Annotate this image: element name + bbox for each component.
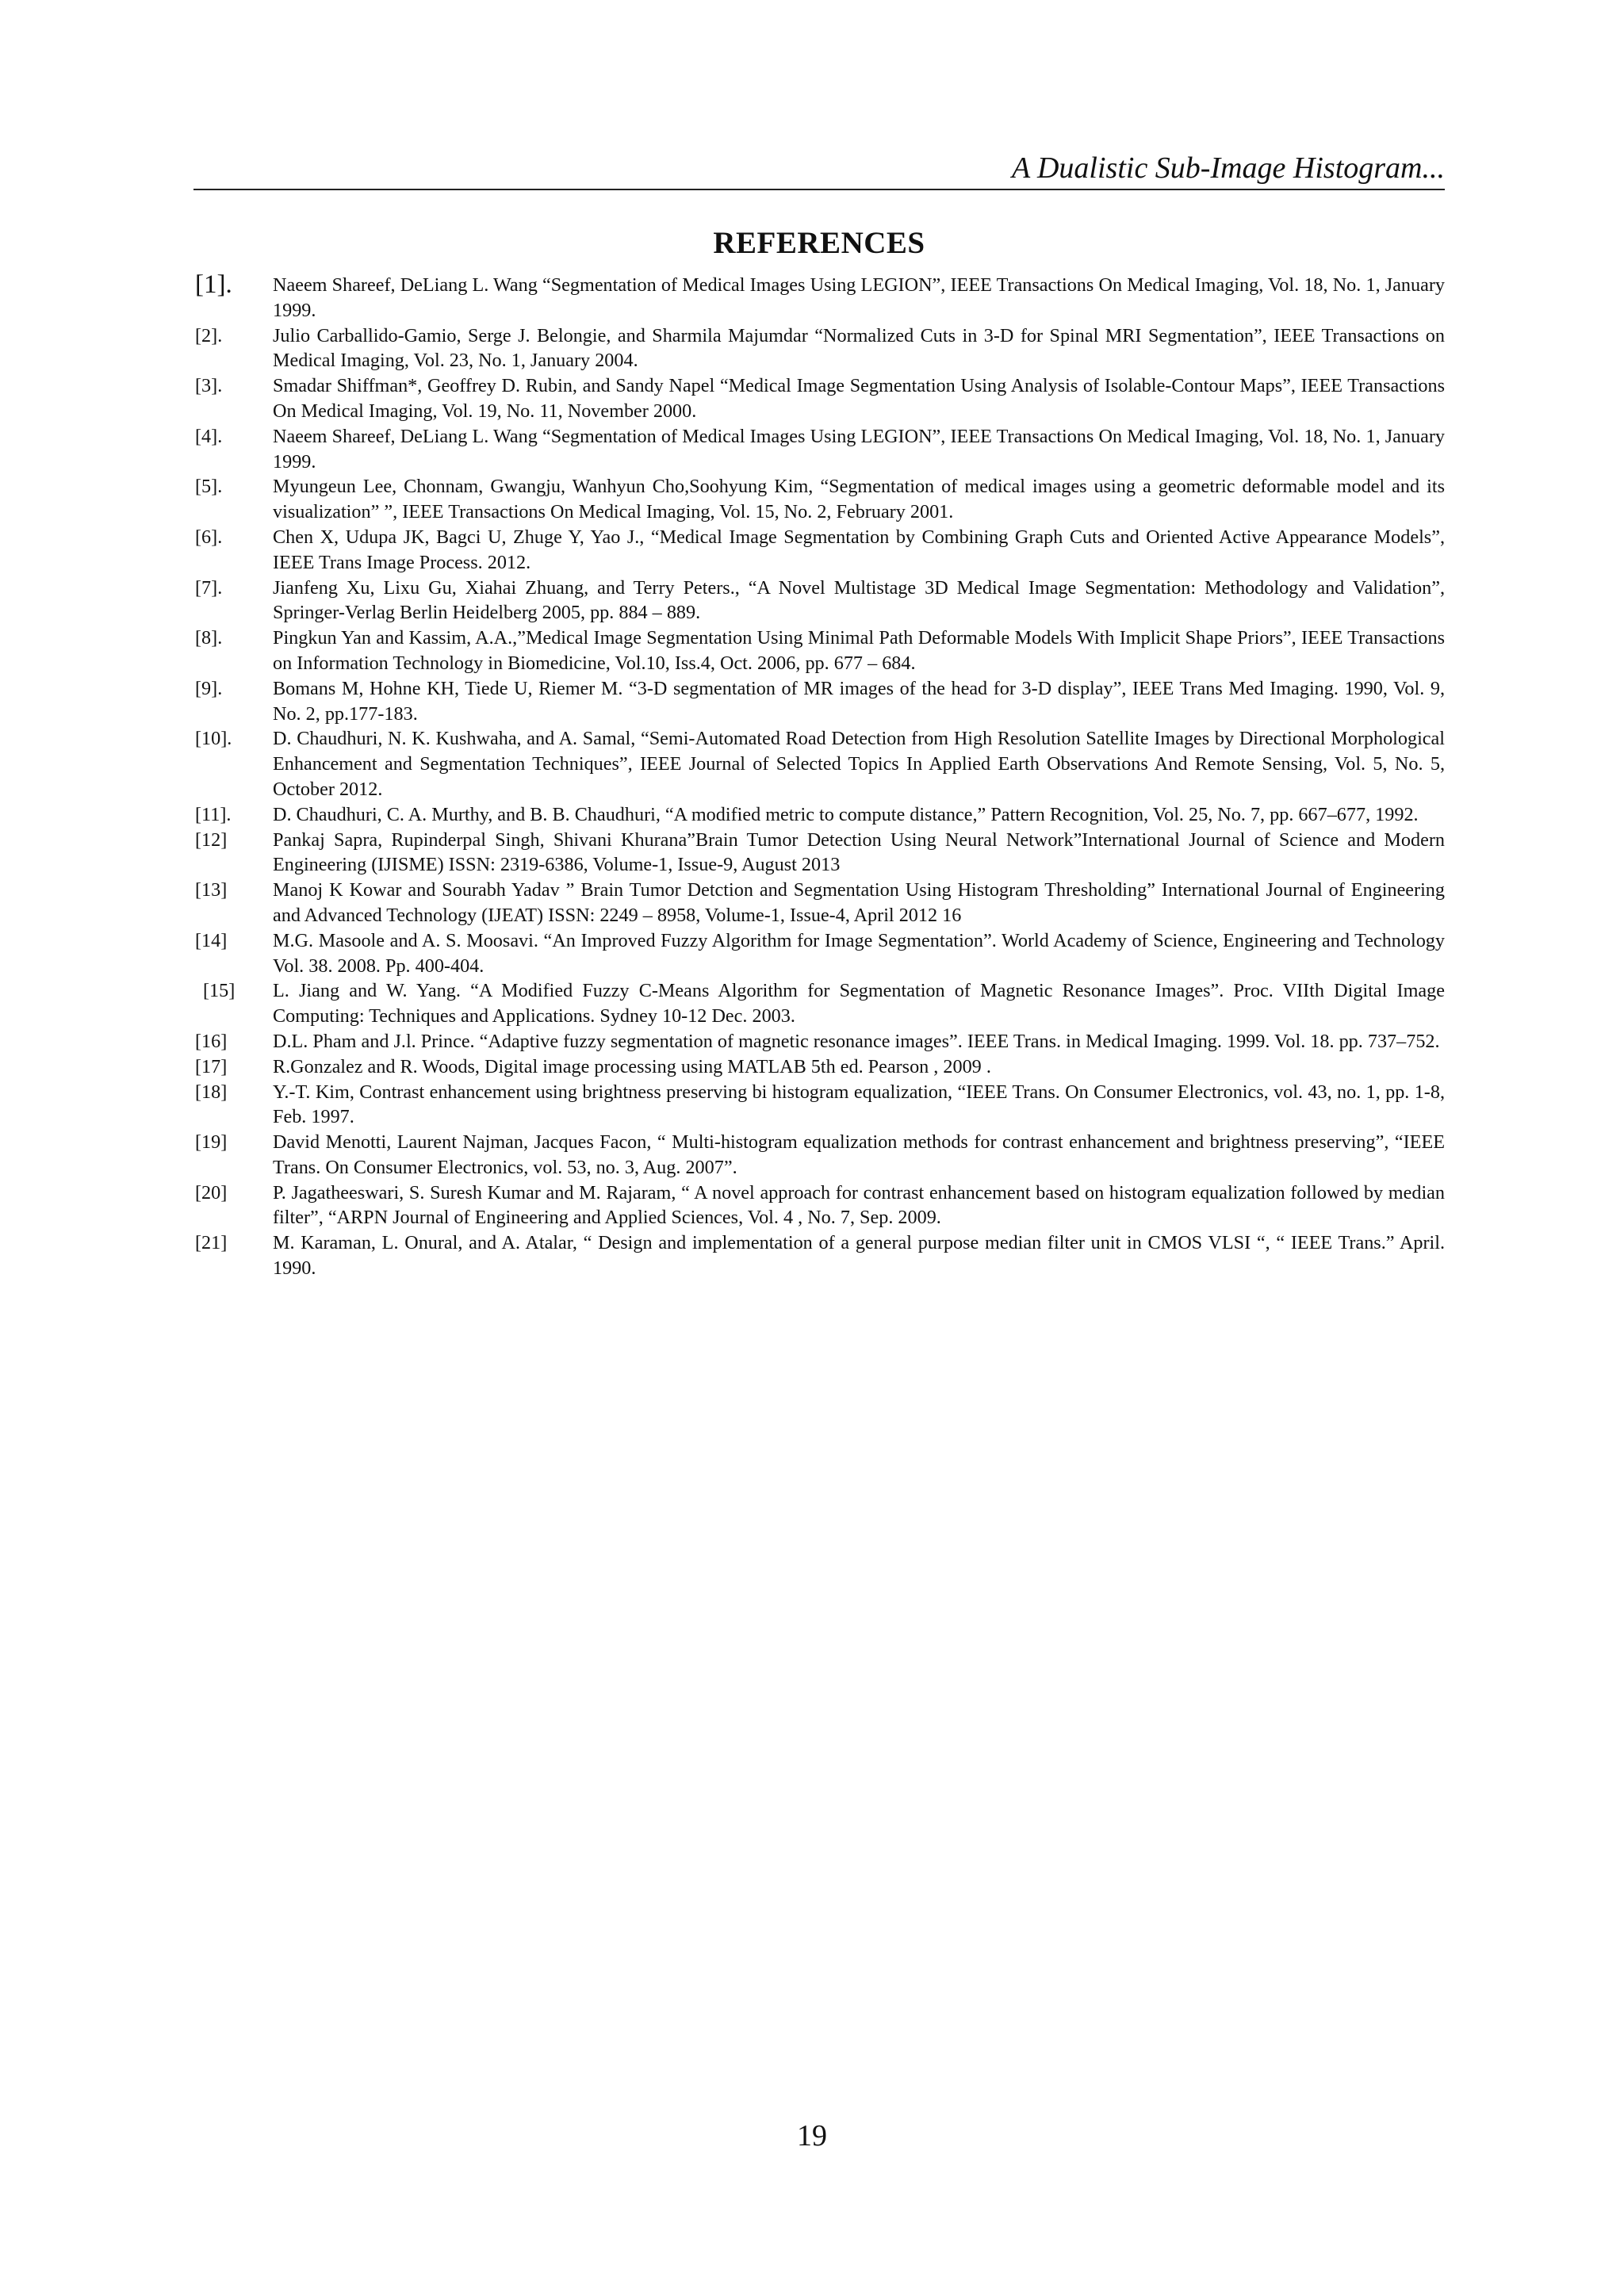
reference-number: [21]: [195, 1232, 228, 1254]
reference-text: Pankaj Sapra, Rupinderpal Singh, Shivani Khurana”Brain Tumor Detection Using Neural Network”International Journal of Science and Modern Engineering (IJISME) ISSN: 2319-6386, Volume-1, Issue-9, August 2013: [273, 828, 1445, 876]
reference-item: [195, 270, 1445, 323]
reference-item: [195, 676, 1445, 727]
reference-text: Y.-T. Kim, Contrast enhancement using brightness preserving bi histogram equalization, “IEEE Trans. On Consumer Electronics, vol. 43, no. 1, pp. 1-8, Feb. 1997.: [273, 1081, 1445, 1128]
reference-number: [14]: [195, 929, 228, 951]
reference-number: [20]: [195, 1181, 228, 1203]
reference-number: [15]: [203, 980, 236, 1002]
reference-number: [6].: [195, 526, 223, 548]
reference-item: [195, 802, 1445, 828]
reference-number: [10].: [195, 728, 232, 750]
reference-item: [195, 828, 1445, 878]
reference-item: [195, 1181, 1445, 1231]
reference-number: [9].: [195, 677, 223, 699]
reference-text: Pingkun Yan and Kassim, A.A.,”Medical Image Segmentation Using Minimal Path Deformable Models With Implicit Shape Priors”, IEEE Transactions on Information Technology in Biomedicine, Vol.10, Iss.4, Oct. 2006, pp. 677 – 684.: [273, 627, 1445, 674]
reference-number: [13]: [195, 879, 228, 901]
reference-item: [195, 928, 1445, 979]
reference-number: [19]: [195, 1131, 228, 1154]
reference-item: [195, 1080, 1445, 1131]
reference-item: [195, 373, 1445, 424]
reference-item: [195, 525, 1445, 576]
reference-text: Naeem Shareef, DeLiang L. Wang “Segmentation of Medical Images Using LEGION”, IEEE Transactions On Medical Imaging, Vol. 18, No. 1, January 1999.: [273, 425, 1445, 473]
reference-text: Manoj K Kowar and Sourabh Yadav ” Brain Tumor Detction and Segmentation Using Histogram Thresholding” International Journal of Engineering and Advanced Technology (IJEAT) ISSN: 2249 – 8958, Volume-1, Issue-4, April 2012 16: [273, 879, 1445, 926]
reference-text: D.L. Pham and J.l. Prince. “Adaptive fuzzy segmentation of magnetic resonance images”. IEEE Trans. in Medical Imaging. 1999. Vol. 18. pp. 737–752.: [273, 1030, 1440, 1052]
reference-number: [17]: [195, 1055, 228, 1077]
reference-text: David Menotti, Laurent Najman, Jacques Facon, “ Multi-histogram equalization methods for contrast enhancement and brightness preserving”, “IEEE Trans. On Consumer Electronics, vol. 53, no. 3, Aug. 2007”.: [273, 1131, 1445, 1178]
reference-list: [195, 270, 1445, 1281]
running-title: A Dualistic Sub-Image Histogram...: [1011, 151, 1445, 185]
reference-text: Chen X, Udupa JK, Bagci U, Zhuge Y, Yao J., “Medical Image Segmentation by Combining Graph Cuts and Oriented Active Appearance Models”, IEEE Trans Image Process. 2012.: [273, 526, 1445, 573]
reference-item: [195, 878, 1445, 928]
reference-item: [195, 626, 1445, 676]
reference-item: [195, 1230, 1445, 1281]
reference-item: [195, 978, 1445, 1029]
reference-text: L. Jiang and W. Yang. “A Modified Fuzzy C-Means Algorithm for Segmentation of Magnetic Resonance Images”. Proc. VIIth Digital Image Computing: Techniques and Applications. Sydney 10-12 Dec. 2003.: [273, 980, 1445, 1027]
reference-item: [195, 1054, 1445, 1080]
reference-text: Julio Carballido-Gamio, Serge J. Belongie, and Sharmila Majumdar “Normalized Cuts in 3-D for Spinal MRI Segmentation”, IEEE Transactions on Medical Imaging, Vol. 23, No. 1, January 2004.: [273, 324, 1445, 372]
reference-number: [3].: [195, 375, 223, 397]
reference-text: M.G. Masoole and A. S. Moosavi. “An Improved Fuzzy Algorithm for Image Segmentation”. World Academy of Science, Engineering and Technology Vol. 38. 2008. Pp. 400-404.: [273, 929, 1445, 977]
reference-number: [11].: [195, 803, 232, 825]
reference-number: [5].: [195, 476, 223, 498]
page-number: 19: [797, 2119, 827, 2152]
reference-text: Bomans M, Hohne KH, Tiede U, Riemer M. “3-D segmentation of MR images of the head for 3-D display”, IEEE Trans Med Imaging. 1990, Vol. 9, No. 2, pp.177-183.: [273, 677, 1445, 725]
reference-item: [195, 576, 1445, 626]
reference-number: [12]: [195, 828, 228, 851]
reference-text: P. Jagatheeswari, S. Suresh Kumar and M. Rajaram, “ A novel approach for contrast enhancement based on histogram equalization followed by median filter”, “ARPN Journal of Engineering and Applied Sciences, Vol. 4 , No. 7, Sep. 2009.: [273, 1181, 1445, 1229]
reference-item: [195, 1029, 1445, 1054]
reference-text: D. Chaudhuri, C. A. Murthy, and B. B. Chaudhuri, “A modified metric to compute distance,” Pattern Recognition, Vol. 25, No. 7, pp. 667–677, 1992.: [273, 803, 1419, 825]
reference-number: [8].: [195, 627, 223, 649]
reference-number: [16]: [195, 1030, 228, 1052]
reference-text: M. Karaman, L. Onural, and A. Atalar, “ Design and implementation of a general purpose median filter unit in CMOS VLSI “, “ IEEE Trans.” April. 1990.: [273, 1232, 1445, 1280]
reference-text: Myungeun Lee, Chonnam, Gwangju, Wanhyun Cho,Soohyung Kim, “Segmentation of medical images using a geometric deformable model and its visualization” ”, IEEE Transactions On Medical Imaging, Vol. 15, No. 2, February 2001.: [273, 476, 1445, 523]
reference-item: [195, 726, 1445, 802]
reference-text: Smadar Shiffman*, Geoffrey D. Rubin, and Sandy Napel “Medical Image Segmentation Using Analysis of Isolable-Contour Maps”, IEEE Transactions On Medical Imaging, Vol. 19, No. 11, November 2000.: [273, 375, 1445, 422]
reference-number: [2].: [195, 324, 223, 346]
reference-item: [195, 323, 1445, 374]
reference-item: [195, 424, 1445, 475]
reference-number: [18]: [195, 1081, 228, 1103]
reference-text: Jianfeng Xu, Lixu Gu, Xiahai Zhuang, and Terry Peters., “A Novel Multistage 3D Medical Image Segmentation: Methodology and Validation”, Springer-Verlag Berlin Heidelberg 2005, pp. 884 – 889.: [273, 576, 1445, 624]
running-header: [193, 151, 1445, 190]
reference-text: R.Gonzalez and R. Woods, Digital image processing using MATLAB 5th ed. Pearson , 2009 .: [273, 1055, 991, 1077]
reference-number: [4].: [195, 425, 223, 447]
section-title: REFERENCES: [713, 226, 925, 260]
reference-text: D. Chaudhuri, N. K. Kushwaha, and A. Samal, “Semi-Automated Road Detection from High Resolution Satellite Images by Directional Morphological Enhancement and Segmentation Techniques”, IEEE Journal of Selected Topics In Applied Earth Observations And Remote Sensing, Vol. 5, No. 5, October 2012.: [273, 728, 1445, 800]
reference-number: [7].: [195, 576, 223, 599]
reference-item: [195, 474, 1445, 525]
reference-number: [1].: [195, 270, 232, 299]
reference-item: [195, 1130, 1445, 1181]
reference-text: Naeem Shareef, DeLiang L. Wang “Segmentation of Medical Images Using LEGION”, IEEE Transactions On Medical Imaging, Vol. 18, No. 1, January 1999.: [273, 274, 1445, 321]
